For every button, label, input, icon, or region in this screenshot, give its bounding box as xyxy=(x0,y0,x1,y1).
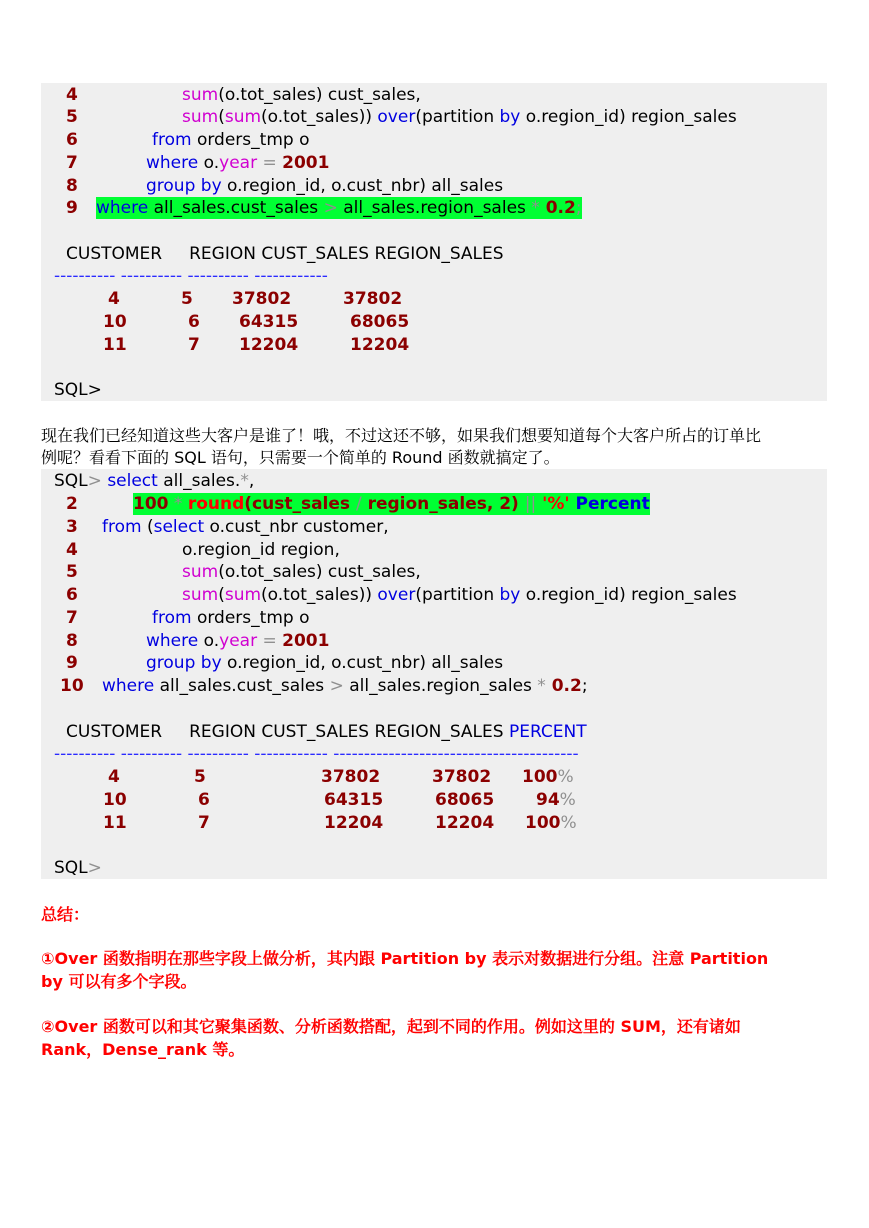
code2-line-5-text: sum(o.tot_sales) cust_sales, xyxy=(182,562,421,582)
summary-item-1 xyxy=(41,947,831,993)
result-2-row-1-cust-sales: 37802 xyxy=(321,767,381,787)
result-divider-1: ---------- ---------- ---------- ------------ xyxy=(54,266,328,286)
code-line-5: 5 xyxy=(66,107,78,127)
result-2-row-2-region-sales: 68065 xyxy=(435,790,495,810)
sql-prompt-2: SQL> xyxy=(54,858,102,878)
result-1-row-2-region-sales: 68065 xyxy=(350,312,410,332)
code2-line-3: 3 xyxy=(66,517,78,537)
result-1-row-2-region: 6 xyxy=(188,312,200,332)
result-1-row-1-cust-sales: 37802 xyxy=(232,289,292,309)
result-2-row-2-percent: 94% xyxy=(536,790,576,810)
result-2-row-3-percent: 100% xyxy=(525,813,577,833)
result-1-row-2-customer: 10 xyxy=(103,312,127,332)
code2-line-8-text: where o.year = 2001 xyxy=(146,631,330,651)
code2-line-8: 8 xyxy=(66,631,78,651)
code2-line-7: 7 xyxy=(66,608,78,628)
result-1-row-2-cust-sales: 64315 xyxy=(239,312,299,332)
code2-line-2-text-highlighted: 100 * round(cust_sales / region_sales, 2) || '%' Percent xyxy=(133,494,650,514)
code2-line-1: SQL> select all_sales.*, xyxy=(54,471,255,491)
summary-item-1-line-2: by 可以有多个字段。 xyxy=(41,972,197,991)
result-2-row-1-percent: 100% xyxy=(522,767,574,787)
code-line-8: 8 xyxy=(66,176,78,196)
code2-line-5: 5 xyxy=(66,562,78,582)
code-line-7: 7 xyxy=(66,153,78,173)
result-2-row-1-region: 5 xyxy=(194,767,206,787)
summary-item-1-line-1: ①Over 函数指明在那些字段上做分析，其内跟 Partition by 表示对数据进行分组。注意 Partition xyxy=(41,949,769,968)
summary-title: 总结： xyxy=(41,905,90,924)
result-divider-2: ---------- ---------- ---------- ------------ ---------------------------------------- xyxy=(54,744,579,764)
code2-line-6: 6 xyxy=(66,585,78,605)
code2-line-10: 10 xyxy=(60,676,84,696)
result-1-row-3-region-sales: 12204 xyxy=(350,335,410,355)
code-line-7-text: where o.year = 2001 xyxy=(146,153,330,173)
result-2-row-3-customer: 11 xyxy=(103,813,127,833)
code2-line-4: 4 xyxy=(66,540,78,560)
code2-line-3-text: from (select o.cust_nbr customer, xyxy=(102,517,389,537)
result-1-row-3-region: 7 xyxy=(188,335,200,355)
result-2-row-2-cust-sales: 64315 xyxy=(324,790,384,810)
result-2-row-2-customer: 10 xyxy=(103,790,127,810)
intro-line-1: 现在我们已经知道这些大客户是谁了！哦，不过这还不够，如果我们想要知道每个大客户所占的订单比 xyxy=(41,426,762,445)
code-line-4: 4 xyxy=(66,85,78,105)
code-line-9: 9 xyxy=(66,198,78,218)
intro-paragraph xyxy=(41,425,831,469)
result-2-row-3-region-sales: 12204 xyxy=(435,813,495,833)
result-2-row-3-cust-sales: 12204 xyxy=(324,813,384,833)
result-1-row-3-cust-sales: 12204 xyxy=(239,335,299,355)
sql-prompt-1: SQL> xyxy=(54,380,102,400)
code2-line-10-text: where all_sales.cust_sales > all_sales.region_sales * 0.2; xyxy=(102,676,588,696)
intro-line-2: 例呢？看看下面的 SQL 语句，只需要一个简单的 Round 函数就搞定了。 xyxy=(41,448,560,467)
code-line-8-text: group by o.region_id, o.cust_nbr) all_sales xyxy=(146,176,504,196)
summary-item-2-line-1: ②Over 函数可以和其它聚集函数、分析函数搭配，起到不同的作用。例如这里的 SUM，还有诸如 xyxy=(41,1017,741,1036)
result-2-row-2-region: 6 xyxy=(198,790,210,810)
result-2-row-1-customer: 4 xyxy=(108,767,120,787)
code2-line-9-text: group by o.region_id, o.cust_nbr) all_sales xyxy=(146,653,504,673)
code-line-4-text: sum(o.tot_sales) cust_sales, xyxy=(182,85,421,105)
result-1-row-1-region: 5 xyxy=(181,289,193,309)
result-2-row-1-region-sales: 37802 xyxy=(432,767,492,787)
code2-line-2: 2 xyxy=(66,494,78,514)
result-header-2: CUSTOMER REGION CUST_SALES REGION_SALES PERCENT xyxy=(66,722,587,742)
code-line-9-text-highlighted: where all_sales.cust_sales > all_sales.region_sales * 0.2; xyxy=(96,198,582,218)
code-line-6-text: from orders_tmp o xyxy=(152,130,310,150)
result-1-row-1-customer: 4 xyxy=(108,289,120,309)
summary-item-2 xyxy=(41,1015,831,1061)
code2-line-9: 9 xyxy=(66,653,78,673)
code2-line-6-text: sum(sum(o.tot_sales)) over(partition by o.region_id) region_sales xyxy=(182,585,737,605)
summary-item-2-line-2: Rank，Dense_rank 等。 xyxy=(41,1040,245,1059)
code-line-5-text: sum(sum(o.tot_sales)) over(partition by o.region_id) region_sales xyxy=(182,107,737,127)
result-2-row-3-region: 7 xyxy=(198,813,210,833)
code-line-6: 6 xyxy=(66,130,78,150)
code2-line-7-text: from orders_tmp o xyxy=(152,608,310,628)
result-1-row-1-region-sales: 37802 xyxy=(343,289,403,309)
result-header-1: CUSTOMER REGION CUST_SALES REGION_SALES xyxy=(66,244,504,264)
code2-line-4-text: o.region_id region, xyxy=(182,540,340,560)
result-1-row-3-customer: 11 xyxy=(103,335,127,355)
